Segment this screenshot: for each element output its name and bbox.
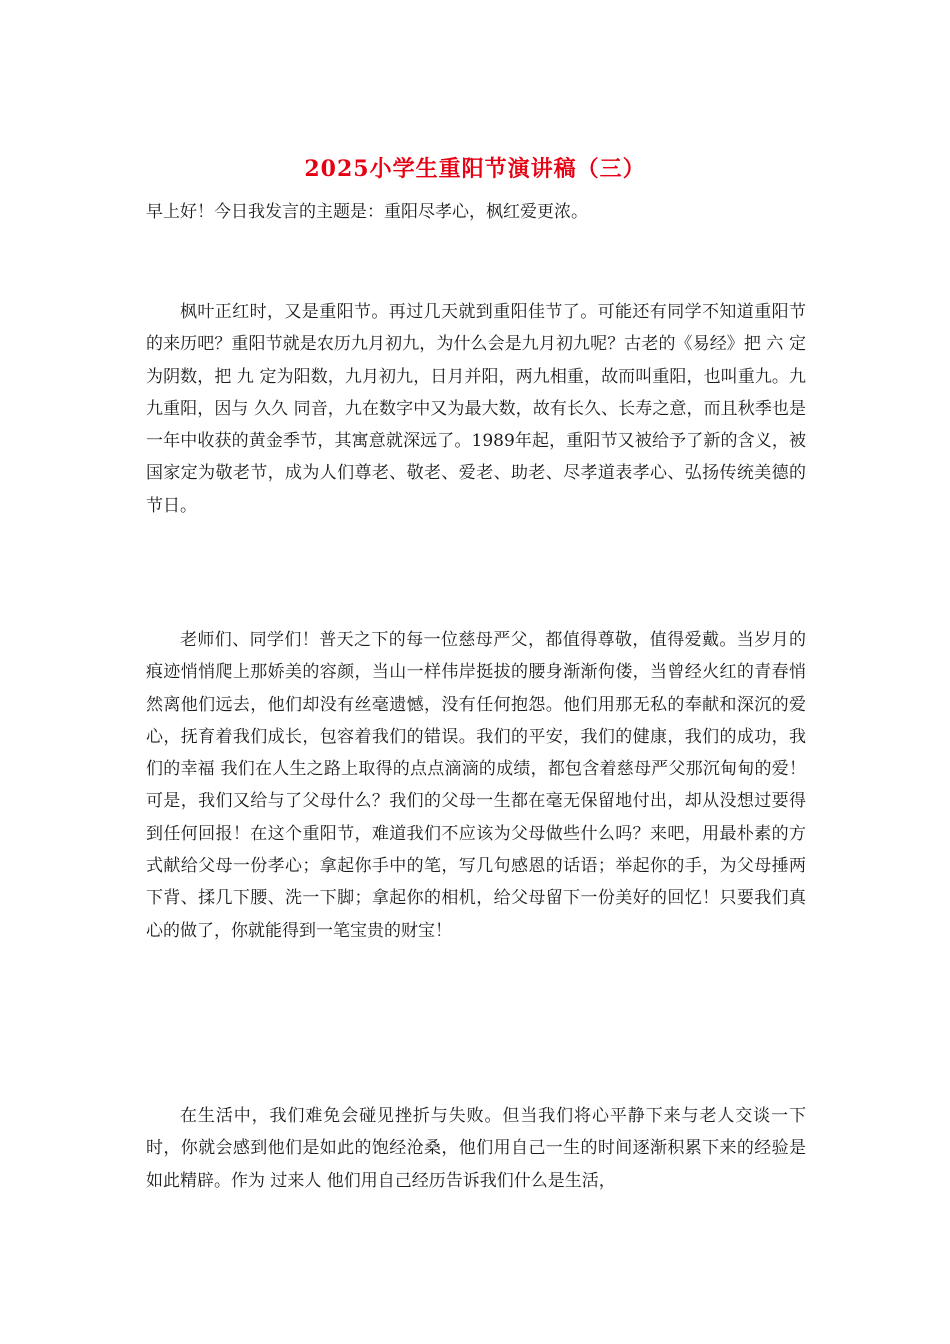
paragraph-origin: 枫叶正红时，又是重阳节。再过几天就到重阳佳节了。可能还有同学不知道重阳节的来历吧？重阳节就是农历九月初九，为什么会是九月初九呢？古老的《易经》把 六 定为阴数，把 九 定为阳数，九月初九，日月并阳，两九相重，故而叫重阳，也叫重九。九九重阳，因与 久久 同音，九在数字中又为最大数，故有长久、长寿之意，而且秋季也是一年中收获的黄金季节，其寓意就深远了。1989年起，重阳节又被给予了新的含义，被国家定为敬老节，成为人们尊老、敬老、爱老、助老、尽孝道表孝心、弘扬传统美德的节日。	[146, 302, 806, 516]
greeting-line: 早上好！今日我发言的主题是：重阳尽孝心，枫红爱更浓。	[146, 202, 588, 222]
paragraph-elders: 在生活中，我们难免会碰见挫折与失败。但当我们将心平静下来与老人交谈一下时，你就会感到他们是如此的饱经沧桑，他们用自己一生的时间逐渐积累下来的经验是如此精辟。作为 过来人 他们用自己经历告诉我们什么是生活，	[146, 1106, 806, 1191]
paragraph-parents: 老师们、同学们！普天之下的每一位慈母严父，都值得尊敬，值得爱戴。当岁月的痕迹悄悄爬上那娇美的容颜，当山一样伟岸挺拔的腰身渐渐佝偻，当曾经火红的青春悄然离他们远去，他们却没有丝毫遗憾，没有任何抱怨。他们用那无私的奉献和深沉的爱心，抚育着我们成长，包容着我们的错误。我们的平安，我们的健康，我们的成功，我们的幸福 我们在人生之路上取得的点点滴滴的成绩，都包含着慈母严父那沉甸甸的爱！可是，我们又给与了父母什么？我们的父母一生都在毫无保留地付出，却从没想过要得到任何回报！在这个重阳节，难道我们不应该为父母做些什么吗？来吧，用最朴素的方式献给父母一份孝心；拿起你手中的笔，写几句感恩的话语；举起你的手，为父母捶两下背、揉几下腰、洗一下脚；拿起你的相机，给父母留下一份美好的回忆！只要我们真心的做了，你就能得到一笔宝贵的财宝！	[146, 630, 806, 941]
document-title: 2025小学生重阳节演讲稿（三）	[304, 156, 646, 182]
